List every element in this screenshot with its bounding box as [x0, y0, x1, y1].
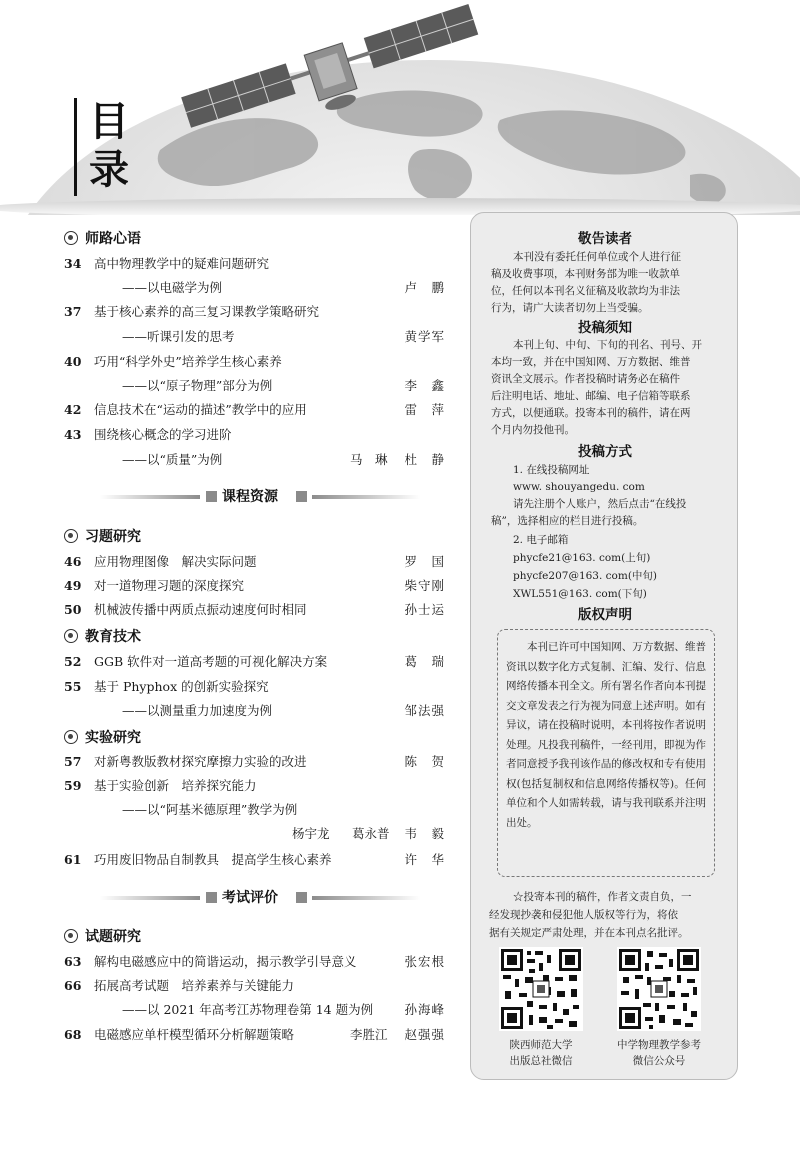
toc-subtitle-row [60, 327, 455, 347]
page-number: 37 [64, 304, 82, 319]
qr-caption [599, 1037, 719, 1069]
toc-entry[interactable] [60, 677, 455, 697]
page-number: 52 [64, 654, 82, 669]
article-author: 黄学军 [404, 329, 445, 344]
submission-url-link[interactable]: www. shouyangedu. com [513, 481, 645, 493]
article-title: 巧用废旧物品自制教具 提高学生核心素养 [94, 852, 332, 867]
page-number: 40 [64, 354, 82, 369]
method-line: 稿”，选择相应的栏目进行投稿。 [491, 515, 644, 527]
notice-panel [470, 212, 738, 1080]
page-number: 46 [64, 554, 82, 569]
toc-subtitle-row [60, 450, 455, 470]
toc-subtitle-row [60, 1000, 455, 1020]
copyright-text: 本刊已许可中国知网、万方数据、维普资讯以数字化方式复制、汇编、发行、信息网络传播本刊全文。所有署名作者向本刊提交文章发表之行为视为同意上述声明。如有异议，请在投稿时说明，本刊将按作者说明处理。凡投我刊稿件，一经刊用，即视为作者同意授予我刊该作品的修改权和专有使用权(包括复制权和信息网络传播权等)。任何单位和个人如需转载，请与我刊联系并注明出处。 [506, 641, 706, 829]
qr-caption-line: 中学物理教学参考 [617, 1039, 701, 1051]
method-line: 1. 在线投稿网址 [513, 464, 590, 476]
toc-entry[interactable] [60, 776, 455, 796]
title-char: 录 [89, 147, 129, 193]
toc-subtitle-row [60, 800, 455, 820]
divider-label: 考试评价 [222, 890, 278, 906]
toc-entry[interactable] [60, 600, 455, 620]
divider-square-icon [296, 491, 307, 502]
warning-line: ☆投寄本刊的稿件，作者文责自负，一 [513, 891, 692, 903]
toc-subtitle-row [60, 376, 455, 396]
page-number: 66 [64, 978, 82, 993]
article-title: 基于 Phyphox 的创新实验探究 [94, 679, 269, 694]
email-link[interactable]: XWL551@163. com(下旬) [513, 588, 647, 600]
method-title: 投稿方式 [578, 444, 632, 460]
page-title [74, 98, 138, 196]
toc-entry[interactable] [60, 400, 455, 420]
article-title: 对一道物理习题的深度探究 [94, 578, 245, 593]
toc-entry[interactable] [60, 752, 455, 772]
section-title: 习题研究 [85, 529, 141, 545]
page-number: 34 [64, 256, 82, 271]
article-title: 围绕核心概念的学习进阶 [94, 427, 232, 442]
qr-code-icon[interactable] [617, 947, 701, 1031]
article-author: 杨宇龙 [292, 826, 330, 841]
qr-caption-line: 微信公众号 [632, 1055, 686, 1067]
article-subtitle: ——听课引发的思考 [122, 329, 235, 344]
section-divider [100, 486, 420, 508]
method-line: 2. 电子邮箱 [513, 534, 569, 546]
article-title: 电磁感应单杆模型循环分析解题策略 [94, 1027, 295, 1042]
qr-caption-line: 陕西师范大学 [509, 1039, 573, 1051]
table-of-contents [60, 222, 455, 1122]
toc-entry[interactable] [60, 850, 455, 870]
article-author: 杜 静 [404, 452, 445, 467]
copyright-box [497, 629, 715, 877]
toc-subtitle-row [60, 278, 455, 298]
article-title: GGB 软件对一道高考题的可视化解决方案 [94, 654, 328, 669]
submission-line: 资讯全文展示。作者投稿时请务必在稿件 [491, 373, 680, 385]
circle-bullet-icon [64, 730, 78, 744]
submission-title: 投稿须知 [578, 320, 632, 336]
toc-entry[interactable] [60, 425, 455, 445]
article-author: 柴守刚 [404, 578, 445, 593]
page-number: 50 [64, 602, 82, 617]
notice-line: 位，任何以本刊名义征稿及收款均为非法 [491, 285, 680, 297]
section-heading [64, 227, 141, 249]
article-author: 陈 贺 [404, 754, 445, 769]
toc-subtitle-row [60, 701, 455, 721]
article-subtitle: ——以测量重力加速度为例 [122, 703, 273, 718]
submission-line: 后注明电话、地址、邮编、电子信箱等联系 [491, 390, 691, 402]
circle-bullet-icon [64, 529, 78, 543]
article-title: 高中物理教学中的疑难问题研究 [94, 256, 270, 271]
article-author: 邹法强 [404, 703, 445, 718]
toc-entry[interactable] [60, 302, 455, 322]
article-title: 机械波传播中两质点振动速度何时相同 [94, 602, 307, 617]
toc-entry[interactable] [60, 576, 455, 596]
section-heading [64, 625, 141, 647]
submission-line: 个月内勿投他刊。 [491, 424, 575, 436]
toc-entry[interactable] [60, 952, 455, 972]
copyright-title: 版权声明 [578, 607, 632, 623]
divider-square-icon [206, 892, 217, 903]
notice-line: 本刊没有委托任何单位或个人进行征 [513, 251, 681, 263]
divider-square-icon [206, 491, 217, 502]
article-author: 孙士运 [404, 602, 445, 617]
article-author: 罗 国 [404, 554, 445, 569]
article-title: 应用物理图像 解决实际问题 [94, 554, 257, 569]
article-author: 李胜江 [350, 1027, 388, 1042]
email-link[interactable]: phycfe207@163. com(中旬) [513, 570, 658, 582]
article-author: 许 华 [404, 852, 445, 867]
page-number: 42 [64, 402, 82, 417]
article-author: 赵强强 [404, 1027, 445, 1042]
article-subtitle: ——以“原子物理”部分为例 [122, 378, 273, 393]
article-title: 对新粤教版教材探究摩擦力实验的改进 [94, 754, 307, 769]
divider-bar [312, 896, 420, 900]
article-title: 解构电磁感应中的简谐运动，揭示教学引导意义 [94, 954, 357, 969]
section-title: 实验研究 [85, 730, 141, 746]
article-author: 葛永普 [352, 826, 390, 841]
section-heading [64, 925, 141, 947]
article-author: 马 琳 [350, 452, 388, 467]
method-line: 请先注册个人账户，然后点击“在线投 [513, 498, 687, 510]
divider-bar [100, 896, 200, 900]
section-heading [64, 726, 141, 748]
circle-bullet-icon [64, 929, 78, 943]
divider-bar [100, 495, 200, 499]
toc-entry[interactable] [60, 254, 455, 274]
article-title: 基于实验创新 培养探究能力 [94, 778, 257, 793]
email-link[interactable]: phycfe21@163. com(上旬) [513, 552, 651, 564]
title-char: 目 [89, 99, 129, 145]
submission-line: 本刊上旬、中旬、下旬的刊名、刊号、开 [513, 339, 702, 351]
page-number: 57 [64, 754, 82, 769]
article-subtitle: ——以电磁学为例 [122, 280, 223, 295]
article-subtitle: ——以“质量”为例 [122, 452, 223, 467]
article-author: 韦 毅 [404, 826, 445, 841]
divider-square-icon [296, 892, 307, 903]
article-title: 基于核心素养的高三复习课教学策略研究 [94, 304, 320, 319]
article-title: 拓展高考试题 培养素养与关键能力 [94, 978, 295, 993]
article-author: 卢 鹏 [404, 280, 445, 295]
section-heading [64, 525, 141, 547]
header-banner [0, 0, 800, 215]
article-subtitle: ——以“阿基米德原理”教学为例 [122, 802, 298, 817]
page-number: 59 [64, 778, 82, 793]
qr-caption-line: 出版总社微信 [509, 1055, 573, 1067]
article-title: 信息技术在“运动的描述”教学中的应用 [94, 402, 307, 417]
page-number: 68 [64, 1027, 82, 1042]
article-author: 葛 瑞 [404, 654, 445, 669]
qr-caption [481, 1037, 601, 1069]
article-subtitle: ——以 2021 年高考江苏物理卷第 14 题为例 [122, 1002, 374, 1017]
article-title: 巧用“科学外史”培养学生核心素养 [94, 354, 282, 369]
article-author: 雷 萍 [404, 402, 445, 417]
submission-line: 方式，以便通联。投寄本刊的稿件，请在两 [491, 407, 691, 419]
page-number: 55 [64, 679, 82, 694]
page-number: 43 [64, 427, 82, 442]
page-number: 63 [64, 954, 82, 969]
section-title: 试题研究 [85, 929, 141, 945]
section-divider [100, 887, 420, 909]
article-author: 孙海峰 [404, 1002, 445, 1017]
warning-line: 据有关规定严肃处理，并在本刊点名批评。 [489, 927, 689, 939]
notice-title: 敬告读者 [578, 231, 632, 247]
toc-entry[interactable] [60, 652, 455, 672]
article-author: 李 鑫 [404, 378, 445, 393]
toc-entry[interactable] [60, 552, 455, 572]
page-number: 49 [64, 578, 82, 593]
section-title: 师路心语 [85, 231, 141, 247]
submission-line: 本均一致，并在中国知网、万方数据、维普 [491, 356, 691, 368]
warning-line: 经发现抄袭和侵犯他人版权等行为，将依 [489, 909, 678, 921]
circle-bullet-icon [64, 231, 78, 245]
toc-entry[interactable] [60, 1025, 455, 1045]
notice-line: 稿及收费事项，本刊财务部为唯一收款单 [491, 268, 680, 280]
page-number: 61 [64, 852, 82, 867]
article-author: 张宏根 [404, 954, 445, 969]
divider-label: 课程资源 [222, 489, 278, 505]
section-title: 教育技术 [85, 629, 141, 645]
toc-entry[interactable] [60, 352, 455, 372]
toc-author-row [60, 824, 455, 844]
toc-entry[interactable] [60, 976, 455, 996]
circle-bullet-icon [64, 629, 78, 643]
qr-code-icon[interactable] [499, 947, 583, 1031]
divider-bar [312, 495, 420, 499]
notice-line: 行为，请广大读者切勿上当受骗。 [491, 302, 649, 314]
